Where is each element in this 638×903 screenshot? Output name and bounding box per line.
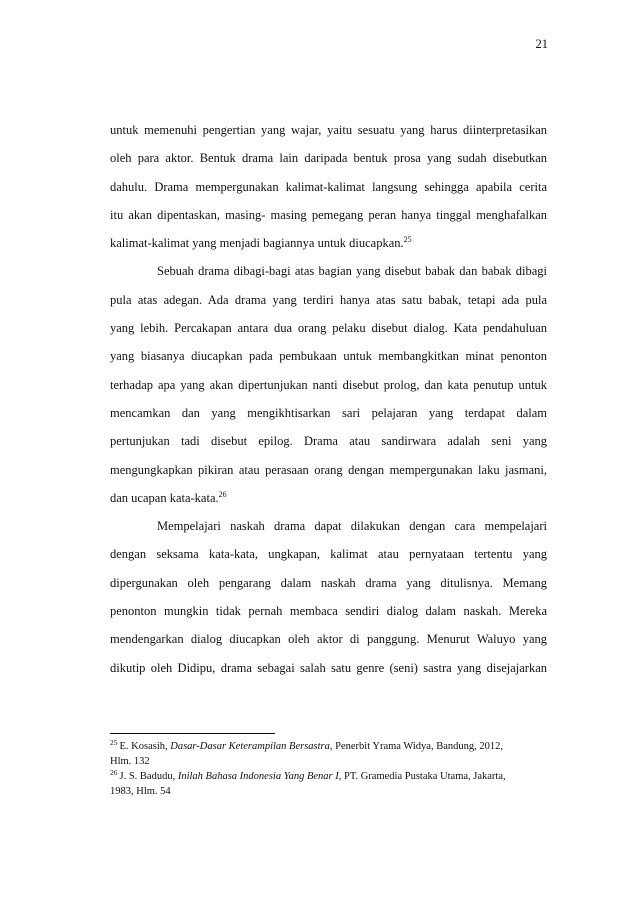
footnote-page: Hlm. 132 xyxy=(110,756,150,767)
text-line: mendengarkan dialog diucapkan oleh aktor di panggung. Menurut Waluyo yang xyxy=(110,632,547,647)
footnotes xyxy=(110,739,547,799)
line-text: dan ucapan kata-kata. xyxy=(110,490,219,505)
footnote xyxy=(110,769,547,799)
footnote-title: Inilah Bahasa Indonesia Yang Benar I xyxy=(177,771,339,782)
text-line: untuk memenuhi pengertian yang wajar, yaitu sesuatu yang harus diinterpretasikan xyxy=(110,123,547,137)
page-number: 21 xyxy=(535,37,548,51)
text-line: mencamkan dan yang mengikhtisarkan sari pelajaran yang terdapat dalam xyxy=(110,405,547,420)
text-line: dengan seksama kata-kata, ungkapan, kalimat atau pernyataan tertentu yang xyxy=(110,547,547,562)
footnote-publisher: , PT. Gramedia Pustaka Utama, Jakarta, xyxy=(338,771,506,782)
footnote-title: Dasar-Dasar Keterampilan Bersastra xyxy=(170,741,330,752)
footnote-reference: 25 xyxy=(403,235,412,245)
line-text: kalimat-kalimat yang menjadi bagiannya untuk diucapkan. xyxy=(110,236,404,251)
footnote-author: E. Kosasih, xyxy=(119,741,171,752)
text-line: pula atas adegan. Ada drama yang terdiri hanya atas satu babak, tetapi ada pula xyxy=(110,292,547,307)
text-line: pertunjukan tadi disebut epilog. Drama atau sandirwara adalah seni yang xyxy=(110,434,547,449)
text-line xyxy=(110,229,547,257)
footnote xyxy=(110,739,547,769)
footnote-reference: 26 xyxy=(218,489,227,499)
text-line: Sebuah drama dibagi-bagi atas bagian yang disebut babak dan babak dibagi xyxy=(157,264,547,279)
text-line xyxy=(110,484,547,512)
text-line: yang lebih. Percakapan antara dua orang pelaku disebut dialog. Kata pendahuluan xyxy=(110,321,547,336)
text-line: itu akan dipentaskan, masing- masing pemegang peran hanya tinggal menghafalkan xyxy=(110,207,547,222)
text-line: dahulu. Drama mempergunakan kalimat-kalimat langsung sehingga apabila cerita xyxy=(110,179,547,194)
body-text xyxy=(110,116,547,682)
text-line: dikutip oleh Didipu, drama sebagai salah satu genre (seni) sastra yang disejajarkan xyxy=(110,660,547,675)
text-line: dipergunakan oleh pengarang dalam naskah drama yang ditulisnya. Memang xyxy=(110,575,547,590)
footnote-number: 26 xyxy=(110,768,118,777)
text-line: penonton mungkin tidak pernah membaca sendiri dialog dalam naskah. Mereka xyxy=(110,604,547,619)
text-line: Mempelajari naskah drama dapat dilakukan dengan cara mempelajari xyxy=(157,519,547,534)
footnote-divider xyxy=(110,733,275,734)
footnote-page: 1983, Hlm. 54 xyxy=(110,786,171,797)
text-line: terhadap apa yang akan dipertunjukan nanti disebut prolog, dan kata penutup untuk xyxy=(110,377,547,392)
text-line: mengungkapkan pikiran atau perasaan orang dengan mempergunakan laku jasmani, xyxy=(110,462,547,477)
footnote-number: 25 xyxy=(110,738,118,747)
text-line: oleh para aktor. Bentuk drama lain daripada bentuk prosa yang sudah disebutkan xyxy=(110,151,547,166)
footnote-author: J. S. Badudu, xyxy=(119,771,178,782)
footnote-publisher: , Penerbit Yrama Widya, Bandung, 2012, xyxy=(329,741,503,752)
text-line: yang biasanya diucapkan pada pembukaan untuk membangkitkan minat penonton xyxy=(110,349,547,364)
